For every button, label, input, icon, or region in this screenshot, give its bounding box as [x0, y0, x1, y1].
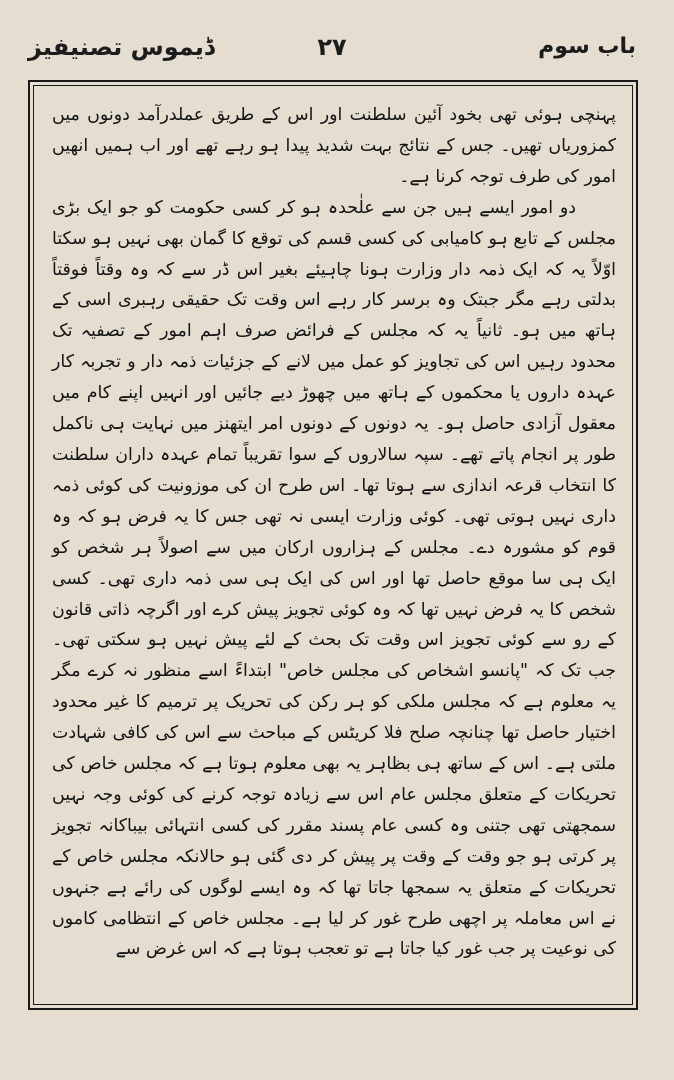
running-title: ڈیموس تصنیفیز — [28, 33, 215, 61]
page-border-frame — [28, 80, 638, 1010]
body-text — [52, 100, 616, 965]
paragraph-continuation: پہنچی ہوئی تھی بخود آئین سلطنت اور اس کے طریق عملدرآمد دونوں میں کمزوریاں تھیں۔ جس کے نتائج بہت شدید پیدا ہو رہے تھے اور اب ہمیں انھیں امور کی طرف توجہ کرنا ہے۔ — [52, 105, 616, 187]
page-number: ۲۷ — [317, 33, 347, 61]
text-area — [33, 85, 633, 1005]
page-header — [28, 30, 636, 70]
chapter-heading: باب سوم — [538, 34, 636, 59]
paragraph-main: دو امور ایسے ہیں جن سے علٰحدہ ہو کر کسی حکومت کو جو ایک بڑی مجلس کے تابع ہو کامیابی کی کسی قسم کی توقع کا گمان بھی نہیں ہو سکتا اوّلاً یہ کہ ایک ذمہ دار وزارت ہونا چاہیئے بغیر اس ڈر سے کہ وہ وقتاً فوقتاً بدلتی رہے مگر جبتک وہ برسر کار رہے اس وقت تک حقیقی رہبری اسی کے ہاتھ میں ہو۔ ثانیاً یہ کہ مجلس کے فرائض صرف اہم امور کے تصفیہ تک محدود رہیں اس کی تجاویز کو عمل میں لانے کے جزئیات ذمہ دار و تجربہ کار عہدہ داروں یا محکموں کے ہاتھ میں چھوڑ دیے جائیں اور انہیں اپنے کام میں معقول آزادی حاصل ہو۔ یہ دونوں کے دونوں امر ایتھنز میں نہایت ہی ناکمل طور پر انجام پاتے تھے۔ سپہ سالاروں کے سوا تقریباً تمام عہدہ داران سلطنت کا انتخاب قرعہ اندازی سے ہوتا تھا۔ اس طرح ان کی موزونیت کی کوئی ذمہ داری نہیں ہوتی تھی۔ کوئی وزارت ایسی نہ تھی جس کا یہ فرض ہو کہ وہ قوم کو مشورہ دے۔ مجلس کے ہزاروں ارکان میں سے اصولاً ہر شخص کو ایک ہی سا موقع حاصل تھا اور اس کی ایک ہی سی ذمہ داری تھی۔ کسی شخص کا یہ فرض نہیں تھا کہ وہ کوئی تجویز پیش کرے اور اگرچہ ذاتی قانون کے رو سے کوئی تجویز اس وقت تک بحث کے لئے پیش نہیں ہو سکتی تھی۔ جب تک کہ "پانسو اشخاص کی مجلس خاص" ابتداءً اسے منظور نہ کرے مگر یہ معلوم ہے کہ مجلس ملکی کو ہر رکن کی تحریک پر ترمیم کا غیر محدود اختیار حاصل تھا چنانچہ صلح فلا کریٹس کے مباحث سے اس کی کافی شہادت ملتی ہے۔ اس کے ساتھ ہی بظاہر یہ بھی معلوم ہوتا ہے کہ مجلس خاص کی تحریکات کے متعلق مجلس عام اس سے زیادہ توجہ کرنے کی کوئی وجہ نہیں سمجھتی تھی جتنی وہ کسی عام پسند مقرر کی کسی انتہائی بیباکانہ تجویز پر کرتی ہو جو وقت کے وقت پر پیش کر دی گئی ہو حالانکہ مجلس خاص کے تحریکات کے متعلق یہ سمجھا جاتا تھا کہ وہ ایسے لوگوں کی رائے ہے جنہوں نے اس معاملہ پر اچھی طرح غور کر لیا ہے۔ مجلس خاص کے انتظامی کاموں کی نوعیت پر جب غور کیا جاتا ہے تو تعجب ہوتا ہے کہ اس غرض سے — [52, 197, 616, 960]
